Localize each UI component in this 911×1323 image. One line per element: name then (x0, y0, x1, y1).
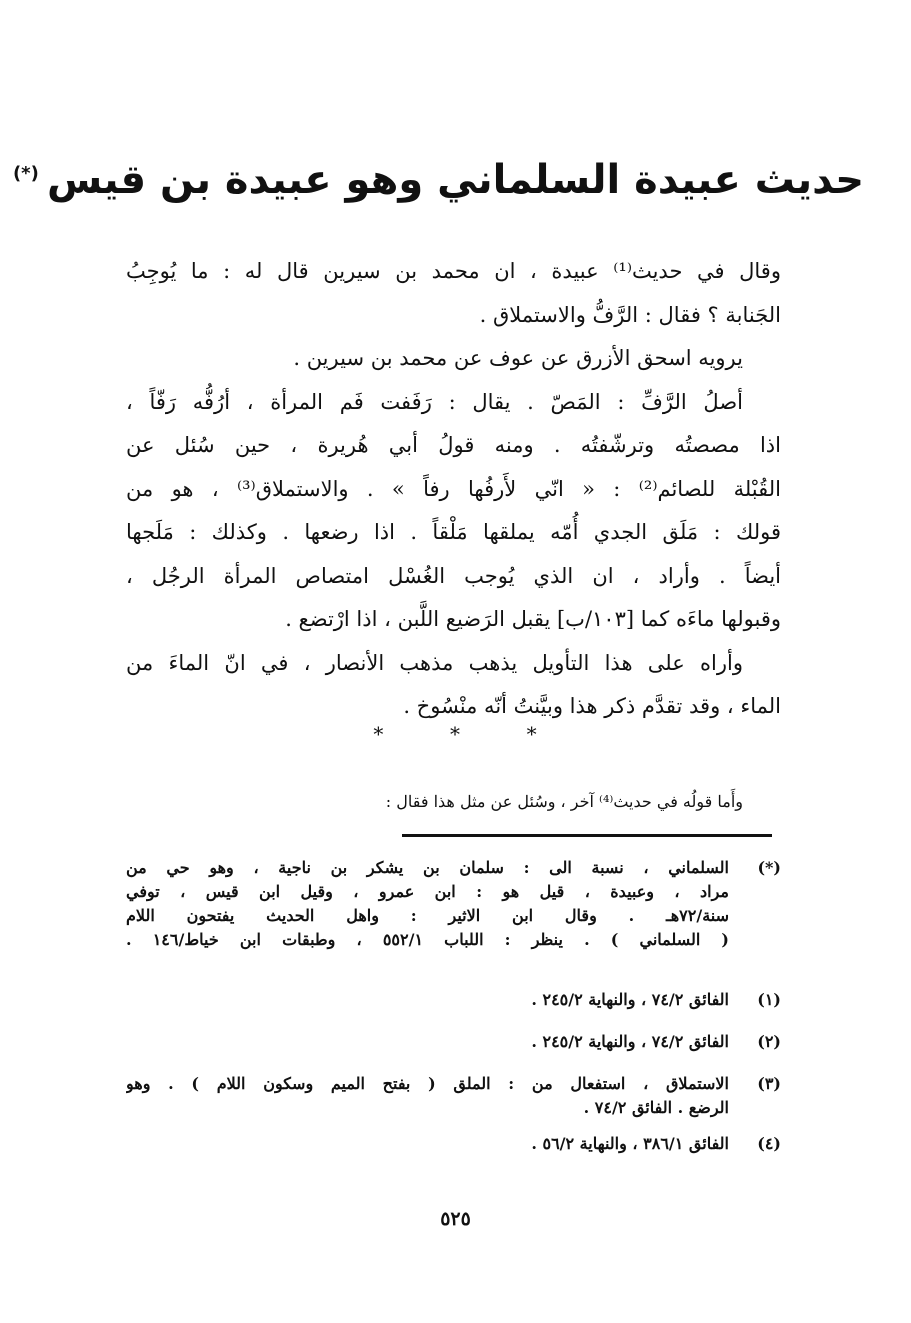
body-line: أصلُ الرَّفِّ : المَصّ . يقال : رَفَفت فَم المرأة ، أرُفُّه رَفّاً ، (126, 389, 743, 414)
footnote-marker: (*) (757, 858, 781, 877)
star-glyph: * (373, 722, 384, 746)
footnote-3 (126, 1072, 781, 1120)
title-block (0, 150, 911, 210)
footnote-line: الفائق ٣٨٦/١ ، والنهاية ٥٦/٢ . (531, 1134, 729, 1153)
footnote-line: الرضع . الفائق ٧٤/٢ . (583, 1098, 729, 1117)
body-line: قولك : مَلَق الجدي أُمّه يملقها مَلْقاً . اذا رضعها . وكذلك : مَلَجها (126, 520, 781, 544)
footnote-line: الاستملاق ، استفعال من : الملق ( بفتح الميم وسكون اللام ) . وهو (126, 1074, 729, 1093)
title-footnote-mark: (*) (12, 163, 39, 184)
body-line: وأراه على هذا التأويل يذهب مذهب الأنصار ، في انّ الماءَ من (126, 650, 743, 675)
closing-block (126, 780, 781, 824)
page-number: ٥٢٥ (440, 1208, 471, 1230)
body-line: وقبولها ماءَه كما [١٠٣/ب] يقبل الرَضيع اللَّبن ، اذا ارْتضع . (285, 607, 781, 631)
body-line: الجَنابة ؟ فقال : الرَّفُّ والاستملاق . (479, 302, 781, 327)
footnote-2 (126, 1030, 781, 1054)
body-line: أيضاً . وأراد ، ان الذي يُوجب الغُسْل امتصاص المرأة الرجُل ، (126, 563, 781, 588)
footnote-line: ( السلماني ) . ينظر : اللباب ٥٥٢/١ ، وطبقات ابن خياط/١٤٦ . (126, 930, 729, 949)
body-line: يرويه اسحق الأزرق عن عوف عن محمد بن سيرين . (293, 346, 743, 370)
body-line: الماء ، وقد تقدَّم ذكر هذا وبيَّنتُ أنّه منْسُوخ . (403, 694, 781, 718)
footnote-marker: (٣) (757, 1074, 781, 1093)
footnote-marker: (١) (757, 990, 781, 1009)
footnote-line: الفائق ٧٤/٢ ، والنهاية ٢٤٥/٢ . (531, 1032, 729, 1051)
footnote-line: سنة/٧٢هـ . وقال ابن الاثير : واهل الحديث يفتحون اللام (126, 906, 729, 925)
body-line: القُبْلة للصائم⁽²⁾ : « انّي لأَرفُها رفاً » . والاستملاق⁽³⁾ ، هو من (126, 476, 781, 501)
section-separator (340, 722, 570, 746)
body-line: وقال في حديث⁽¹⁾ عبيدة ، ان محمد بن سيرين قال له : ما يُوجِبُ (126, 259, 781, 283)
chapter-title-text: حديث عبيدة السلماني وهو عبيدة بن قيس (46, 157, 865, 203)
star-glyph: * (526, 722, 537, 746)
closing-line: وأَما قولُه في حديث⁽⁴⁾ آخر ، وسُئل عن مثل هذا فقال : (385, 792, 743, 811)
footnote-rule (402, 834, 772, 837)
footnote-marker: (٢) (757, 1032, 781, 1051)
footnote-line: الفائق ٧٤/٢ ، والنهاية ٢٤٥/٢ . (531, 990, 729, 1009)
footnote-marker: (٤) (757, 1134, 781, 1153)
footnote-line: مراد ، وعبيدة ، قيل هو : ابن عمرو ، وقيل ابن قيس ، توفي (126, 882, 729, 901)
footnote-4 (126, 1132, 781, 1156)
body-line: اذا مصصتُه وترشّفتُه . ومنه قولُ أبي هُريرة ، حين سُئل عن (126, 433, 781, 457)
footnote-1 (126, 988, 781, 1012)
chapter-title (12, 150, 865, 210)
footnote-star (126, 856, 781, 952)
star-glyph: * (450, 722, 461, 746)
footnote-line: السلماني ، نسبة الى : سلمان بن يشكر بن ناجية ، وهو حي من (126, 858, 729, 877)
body-text (126, 250, 781, 729)
